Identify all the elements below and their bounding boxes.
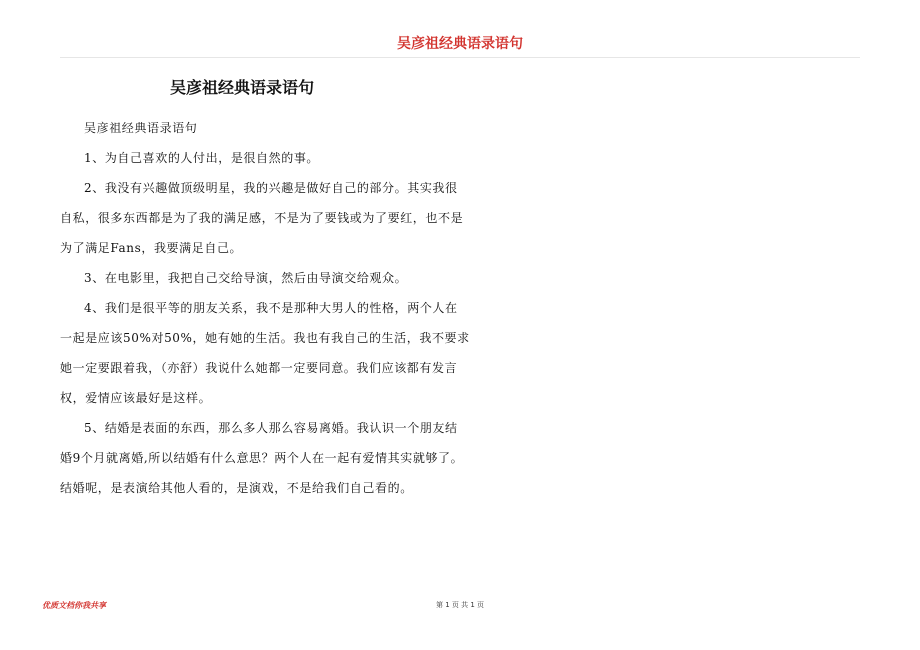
paragraph-line: 3、在电影里，我把自己交给导演，然后由导演交给观众。 xyxy=(84,271,408,285)
document-body xyxy=(60,115,470,505)
paragraph-line: 一起是应该50%对50%，她有她的生活。我也有我自己的生活，我不要求 xyxy=(60,331,470,345)
header-title: 吴彦祖经典语录语句 xyxy=(397,36,523,52)
paragraph-line: 4、我们是很平等的朋友关系，我不是那种大男人的性格，两个人在 xyxy=(84,301,458,315)
paragraph-line: 吴彦祖经典语录语句 xyxy=(84,121,198,135)
paragraph-line: 2、我没有兴趣做顶级明星，我的兴趣是做好自己的部分。其实我很 xyxy=(84,181,458,195)
paragraph-line: 权，爱情应该最好是这样。 xyxy=(60,391,212,405)
paragraph-line: 婚9个月就离婚,所以结婚有什么意思？两个人在一起有爱情其实就够了。 xyxy=(60,451,464,465)
paragraph-line: 为了满足Fans，我要满足自己。 xyxy=(60,241,243,255)
paragraph-line: 结婚呢，是表演给其他人看的，是演戏，不是给我们自己看的。 xyxy=(60,481,413,495)
paragraph-line: 1、为自己喜欢的人付出，是很自然的事。 xyxy=(84,151,320,165)
paragraph-line: 自私，很多东西都是为了我的满足感，不是为了要钱或为了要红，也不是 xyxy=(60,211,464,225)
paragraph-line: 她一定要跟着我，（亦舒）我说什么她都一定要同意。我们应该都有发言 xyxy=(60,361,458,375)
header-divider xyxy=(60,57,860,58)
paragraph-line: 5、结婚是表面的东西，那么多人那么容易离婚。我认识一个朋友结 xyxy=(84,421,458,435)
document-title: 吴彦祖经典语录语句 xyxy=(170,78,315,97)
footer-slogan: 优质文档你我共享 xyxy=(42,601,106,610)
page-number: 第 1 页 共 1 页 xyxy=(435,601,485,609)
